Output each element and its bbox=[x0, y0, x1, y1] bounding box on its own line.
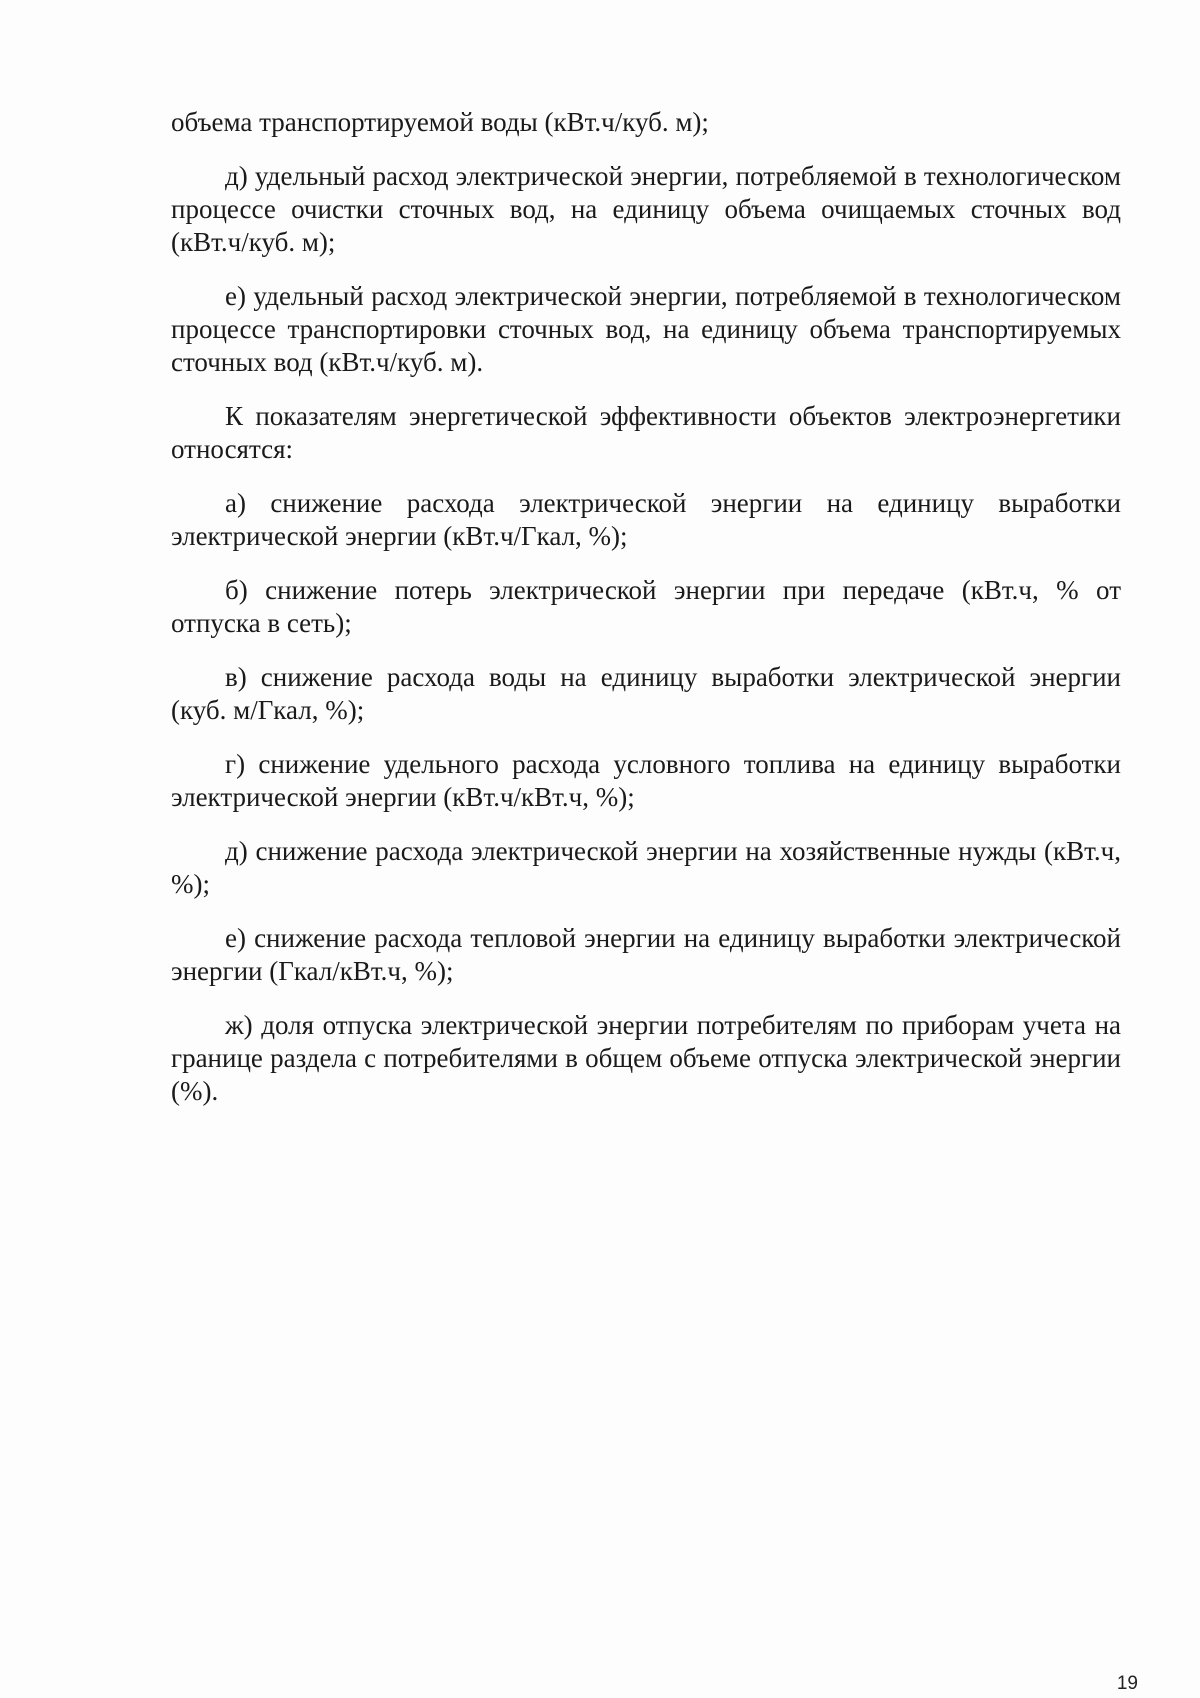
paragraph-item-g: г) снижение удельного расхода условного топлива на единицу выработки электрической энергии (кВт.ч/кВт.ч, %); bbox=[171, 749, 1121, 812]
paragraph-intro-indicators: К показателям энергетической эффективности объектов электроэнергетики относятся: bbox=[171, 401, 1121, 464]
paragraph-item-d: д) снижение расхода электрической энергии на хозяйственные нужды (кВт.ч, %); bbox=[171, 836, 1121, 899]
paragraph-item-zh: ж) доля отпуска электрической энергии потребителям по приборам учета на границе раздела с потребителями в общем объеме отпуска электрической энергии (%). bbox=[171, 1010, 1121, 1106]
page-number: 19 bbox=[1116, 1673, 1138, 1694]
paragraph-item-e: е) снижение расхода тепловой энергии на единицу выработки электрической энергии (Гкал/кВт.ч, %); bbox=[171, 923, 1121, 986]
paragraph-continuation: объема транспортируемой воды (кВт.ч/куб. м); bbox=[171, 107, 709, 137]
paragraph-item-a: а) снижение расхода электрической энергии на единицу выработки электрической энергии (кВт.ч/Гкал, %); bbox=[171, 488, 1121, 551]
paragraph-item-b: б) снижение потерь электрической энергии при передаче (кВт.ч, % от отпуска в сеть); bbox=[171, 575, 1121, 638]
paragraph-item-v: в) снижение расхода воды на единицу выработки электрической энергии (куб. м/Гкал, %); bbox=[171, 662, 1121, 725]
paragraph-item-e-transport: е) удельный расход электрической энергии, потребляемой в технологическом процессе транспортировки сточных вод, на единицу объема транспортируемых сточных вод (кВт.ч/куб. м). bbox=[171, 281, 1121, 377]
document-body bbox=[171, 106, 1121, 1129]
paragraph-item-d-treatment: д) удельный расход электрической энергии, потребляемой в технологическом процессе очистки сточных вод, на единицу объема очищаемых сточных вод (кВт.ч/куб. м); bbox=[171, 161, 1121, 257]
